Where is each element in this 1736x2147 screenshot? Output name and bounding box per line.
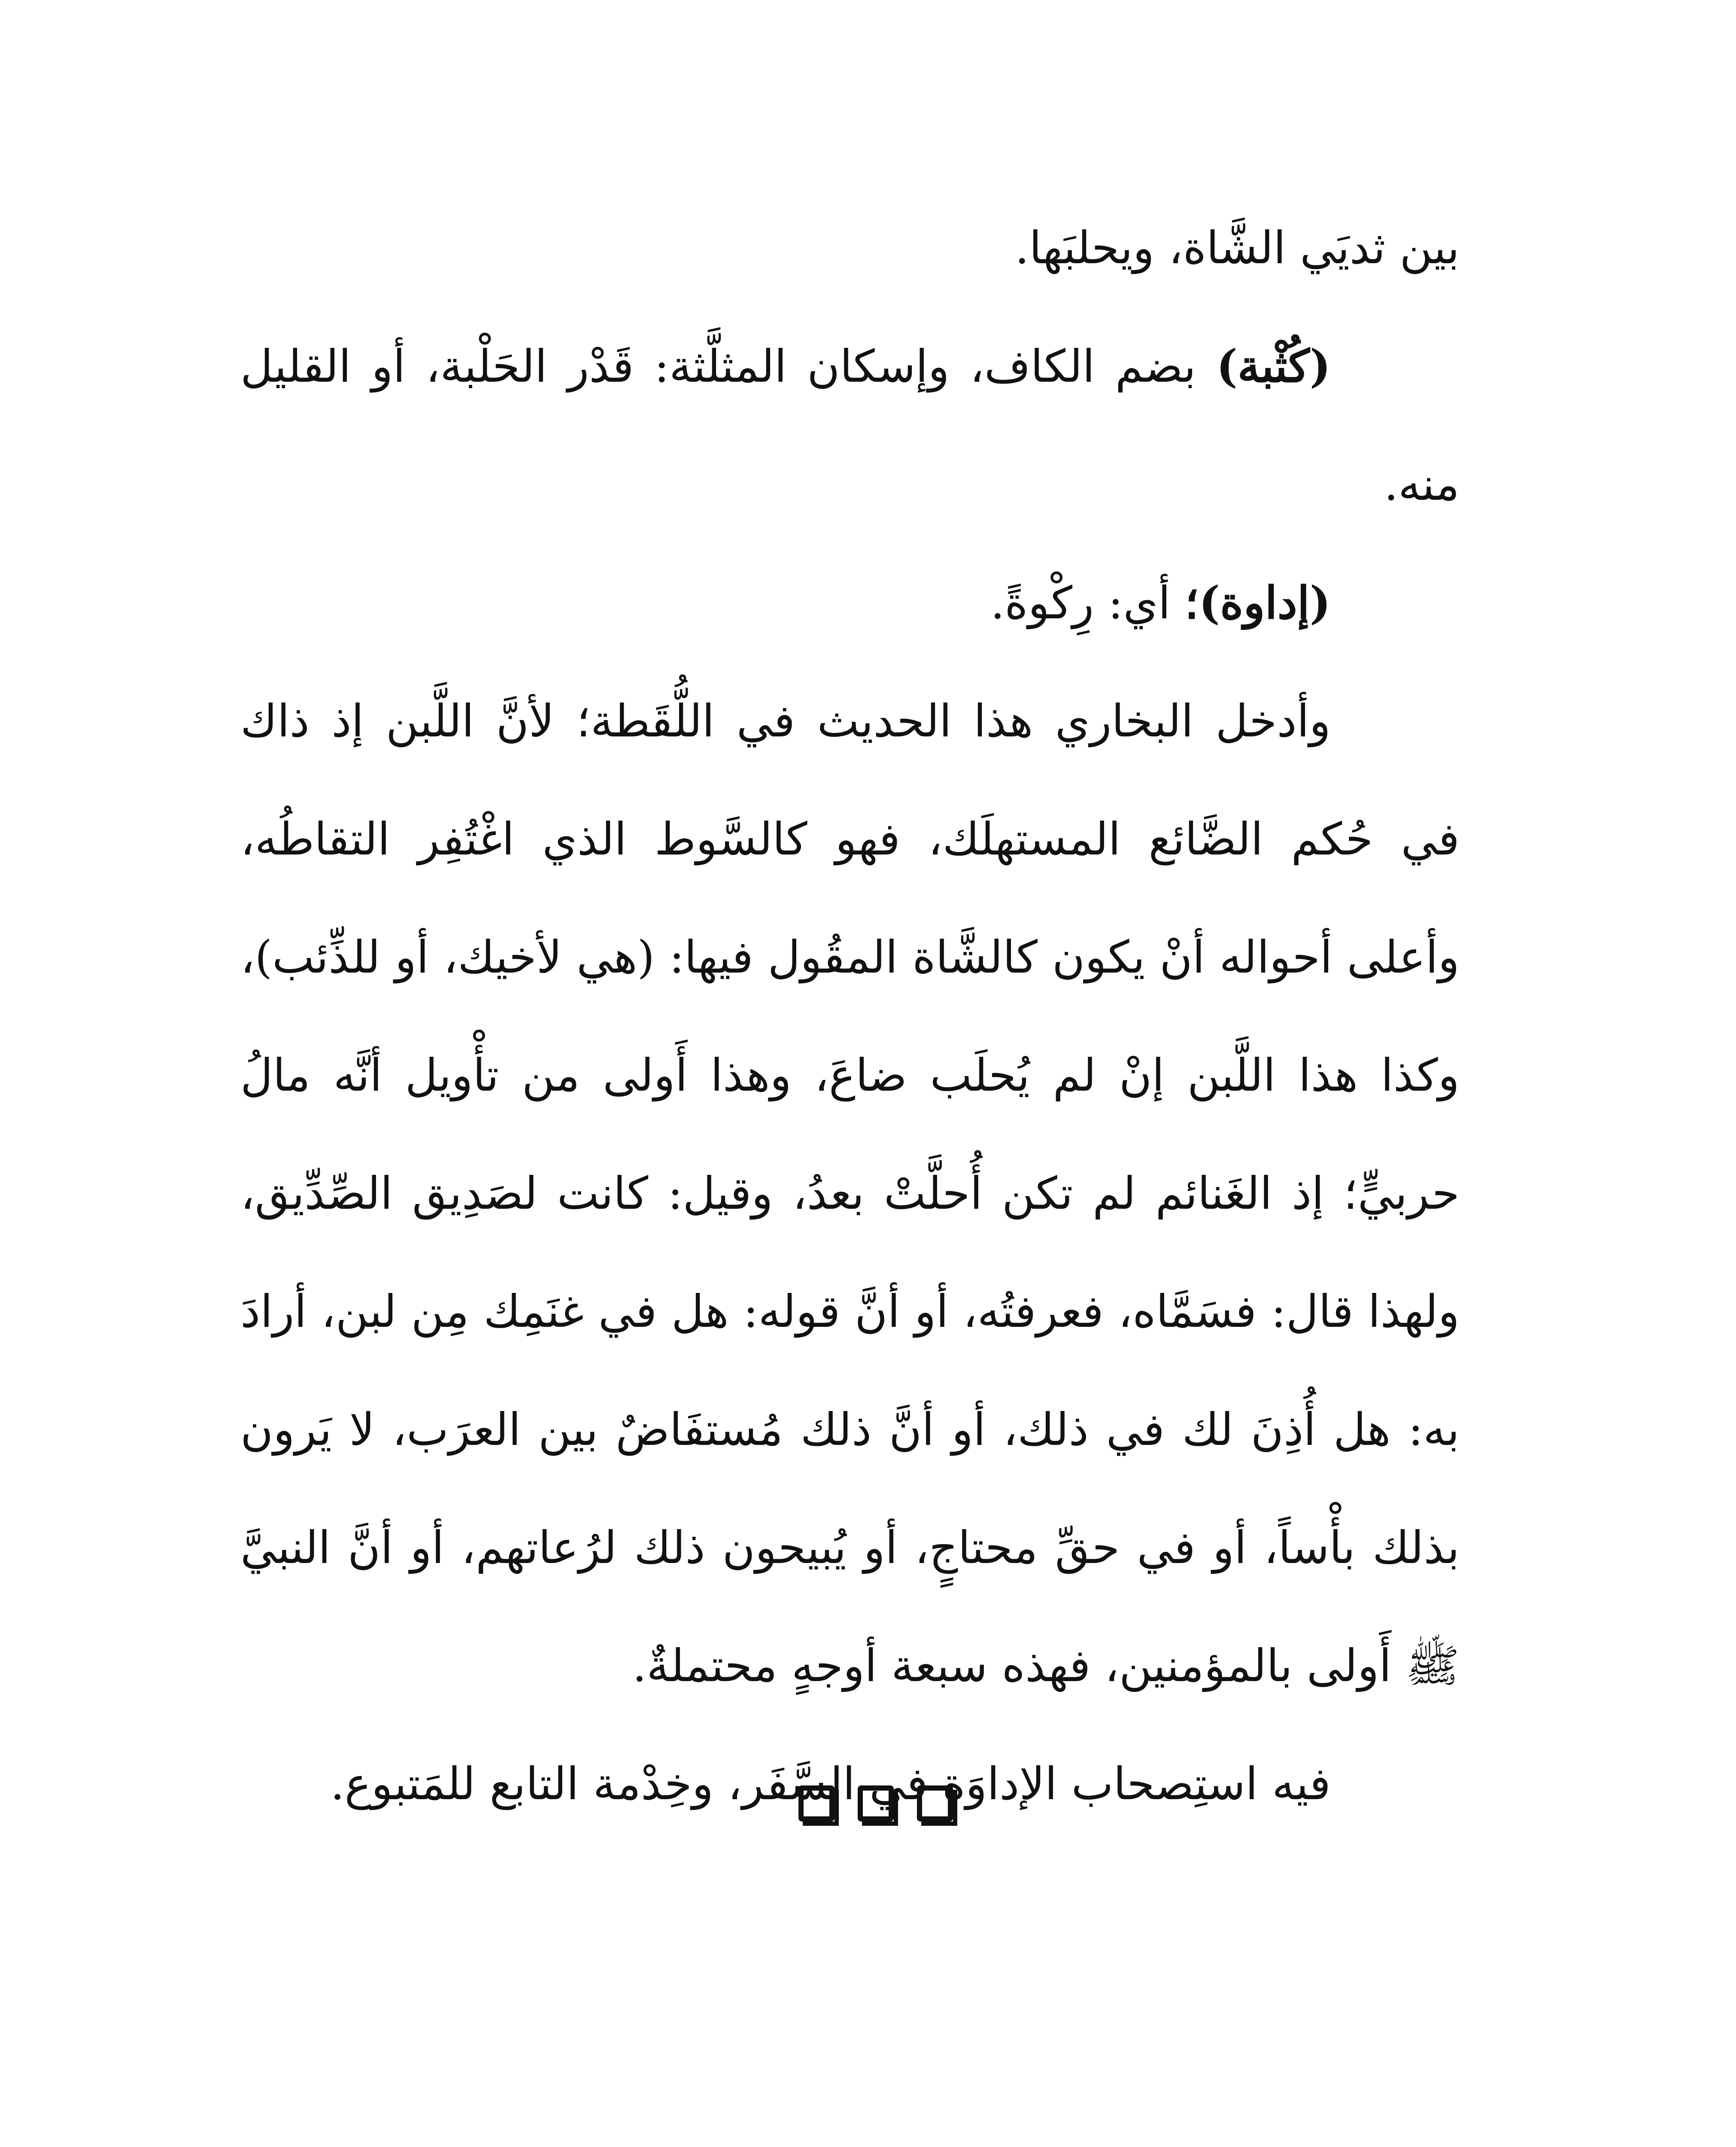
gloss-definition-idawa: أي: رِكْوةً. [990, 577, 1185, 629]
body-text [240, 189, 1460, 1843]
gloss-term-kuthba: (كُثْبة) [1216, 340, 1331, 392]
gloss-idawa [240, 544, 1460, 662]
benefit-paragraph: فيه استِصحاب الإداوَة في السَّفَر، وخِدْمة التابع للمَتبوع. [330, 1758, 1331, 1810]
gloss-kuthba [240, 307, 1460, 544]
commentary-paragraph: وأدخل البخاري هذا الحديث في اللُّقَطة؛ لأنَّ اللَّبن إذ ذاك في حُكم الضَّائع المستهلَك، فهو كالسَّوط الذي اغْتُفِر التقاطُه، وأعلى أحواله أنْ يكون كالشَّاة المقُول فيها: (هي لأخيك، أو للذِّئب)، وكذا هذا اللَّبن إنْ لم يُحلَب ضاعَ، وهذا أَولى من تأْويل أنَّه مالُ حربيٍّ؛ إذ الغَنائم لم تكن أُحلَّتْ بعدُ، وقيل: كانت لصَدِيق الصِّدِّيق، ولهذا قال: فسَمَّاه، فعرفتُه، أو أنَّ قوله: هل في غنَمِك مِن لبن، أرادَ به: هل أُذِنَ لك في ذلك، أو أنَّ ذلك مُستفَاضٌ بين العرَب، لا يَرون بذلك بأْساً، أو في حقِّ محتاجٍ، أو يُبيحون ذلك لرُعاتهم، أو أنَّ النبيَّ ﷺ أَولى بالمؤمنين، فهذه سبعة أوجهٍ محتملةٌ. [240, 695, 1460, 1692]
ornament-square-icon [798, 1785, 835, 1822]
section-end-ornament [798, 1782, 953, 1825]
gloss-definition-kuthba: بضم الكاف، وإسكان المثلَّثة: قَدْر الحَلْبة، أو القليل منه. [240, 340, 1460, 511]
ornament-square-icon [917, 1785, 953, 1822]
paragraph-continuation: بين ثديَي الشَّاة، ويحلبَها. [1015, 222, 1460, 274]
gloss-term-idawa: (إداوة)؛ [1184, 576, 1331, 629]
ornament-square-icon [858, 1785, 894, 1822]
